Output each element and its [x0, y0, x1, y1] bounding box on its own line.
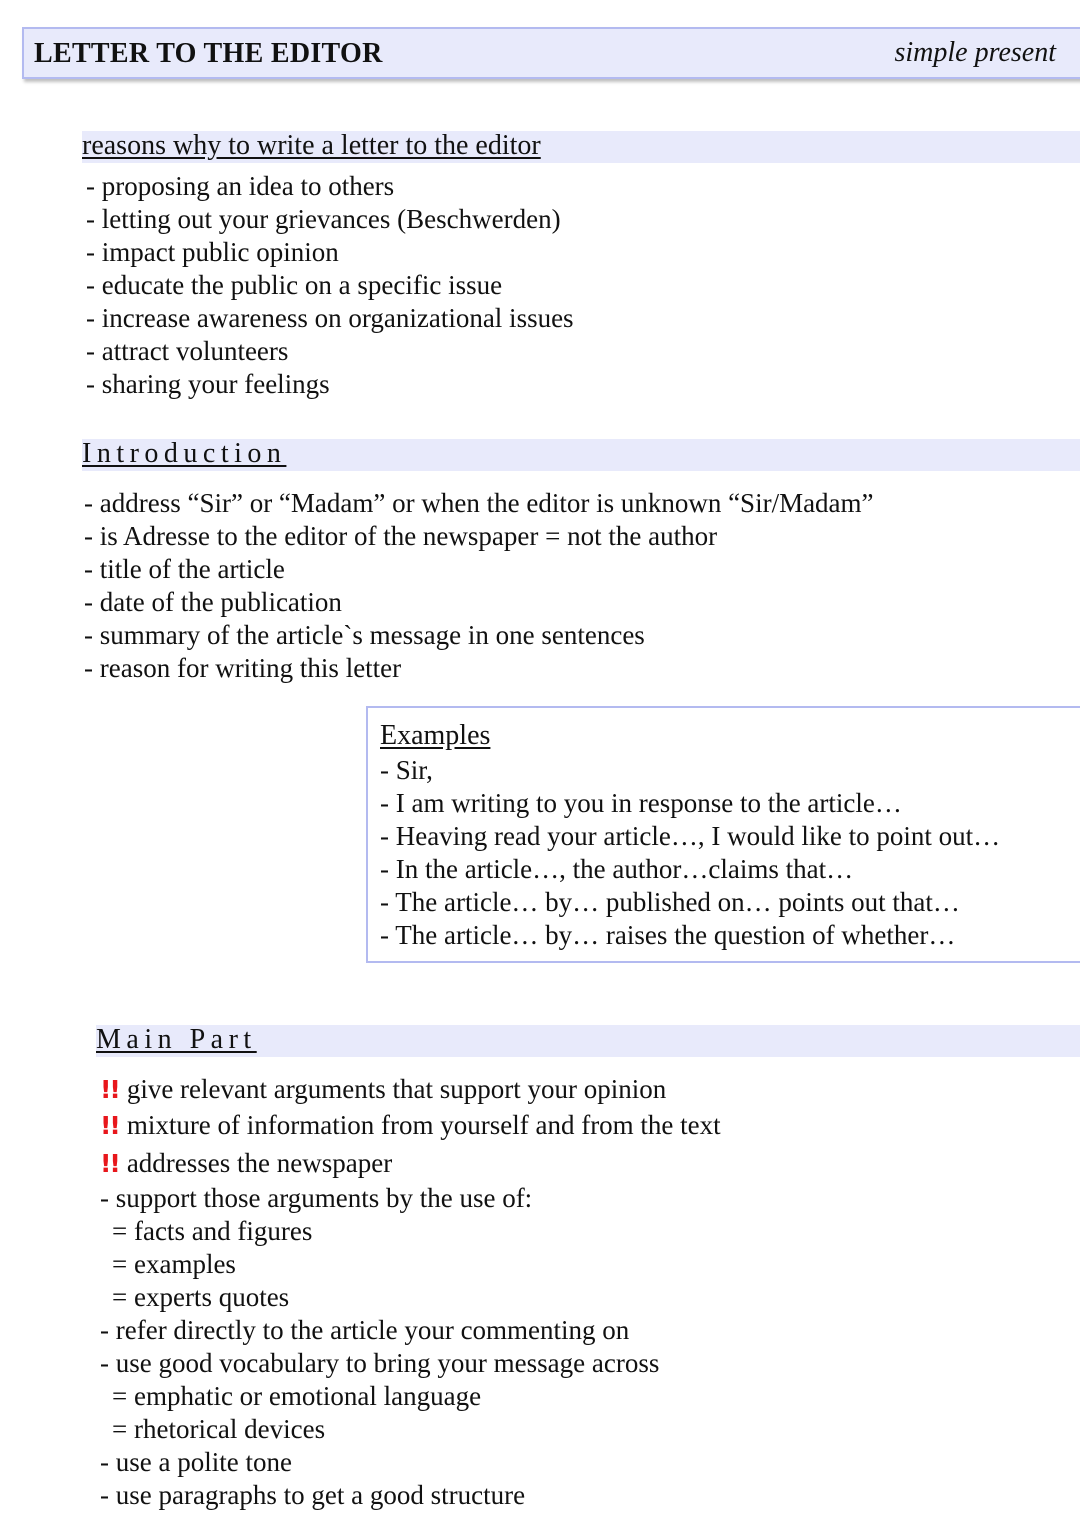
list-item: - support those arguments by the use of:: [100, 1183, 533, 1213]
introduction-heading: Introduction: [82, 438, 287, 469]
list-item: - letting out your grievances (Beschwerden): [86, 204, 561, 234]
list-item: - impact public opinion: [86, 237, 339, 267]
reasons-list: [86, 170, 574, 401]
list-item: - Sir,: [380, 755, 433, 785]
list-item: = examples: [112, 1249, 236, 1279]
list-item: - The article… by… published on… points out that…: [380, 887, 960, 917]
list-item: - summary of the article`s message in one sentences: [84, 620, 645, 650]
double-exclamation-icon: !!: [100, 1149, 119, 1178]
title-bar: [22, 27, 1080, 79]
list-item: !! give relevant arguments that support your opinion: [100, 1074, 667, 1104]
list-item: - sharing your feelings: [86, 369, 330, 399]
tense-label: simple present: [894, 37, 1056, 68]
page-title: LETTER TO THE EDITOR: [34, 38, 383, 69]
main-part-heading: Main Part: [96, 1024, 257, 1055]
list-item: - I am writing to you in response to the article…: [380, 788, 902, 818]
list-item: - use good vocabulary to bring your message across: [100, 1348, 660, 1378]
list-item: - attract volunteers: [86, 336, 289, 366]
list-item: - reason for writing this letter: [84, 653, 402, 683]
list-item: - increase awareness on organizational issues: [86, 303, 574, 333]
list-item: - In the article…, the author…claims that…: [380, 854, 854, 884]
list-item: = facts and figures: [112, 1216, 313, 1246]
list-item: - refer directly to the article your commenting on: [100, 1315, 630, 1345]
list-item: - address “Sir” or “Madam” or when the editor is unknown “Sir/Madam”: [84, 488, 874, 518]
list-item: = rhetorical devices: [112, 1414, 326, 1444]
list-item: - proposing an idea to others: [86, 171, 395, 201]
list-item: - use a polite tone: [100, 1447, 292, 1477]
double-exclamation-icon: !!: [100, 1111, 119, 1140]
double-exclamation-icon: !!: [100, 1075, 119, 1104]
list-item: - Heaving read your article…, I would like to point out…: [380, 821, 1001, 851]
list-item: !! mixture of information from yourself and from the text: [100, 1110, 721, 1140]
list-item: - educate the public on a specific issue: [86, 270, 503, 300]
reasons-heading: reasons why to write a letter to the editor: [82, 130, 541, 161]
introduction-list: [84, 487, 874, 685]
list-item: - title of the article: [84, 554, 285, 584]
list-item: = experts quotes: [112, 1282, 290, 1312]
examples-box: [366, 706, 1080, 963]
list-item: - is Adresse to the editor of the newspaper = not the author: [84, 521, 718, 551]
list-item: !! addresses the newspaper: [100, 1148, 393, 1178]
list-item: - The article… by… raises the question of whether…: [380, 920, 956, 950]
examples-list: [380, 754, 1000, 952]
main-part-list: [100, 1073, 721, 1512]
list-item: - use paragraphs to get a good structure: [100, 1480, 526, 1510]
list-item: = emphatic or emotional language: [112, 1381, 482, 1411]
examples-heading: Examples: [380, 720, 491, 751]
list-item: - date of the publication: [84, 587, 342, 617]
